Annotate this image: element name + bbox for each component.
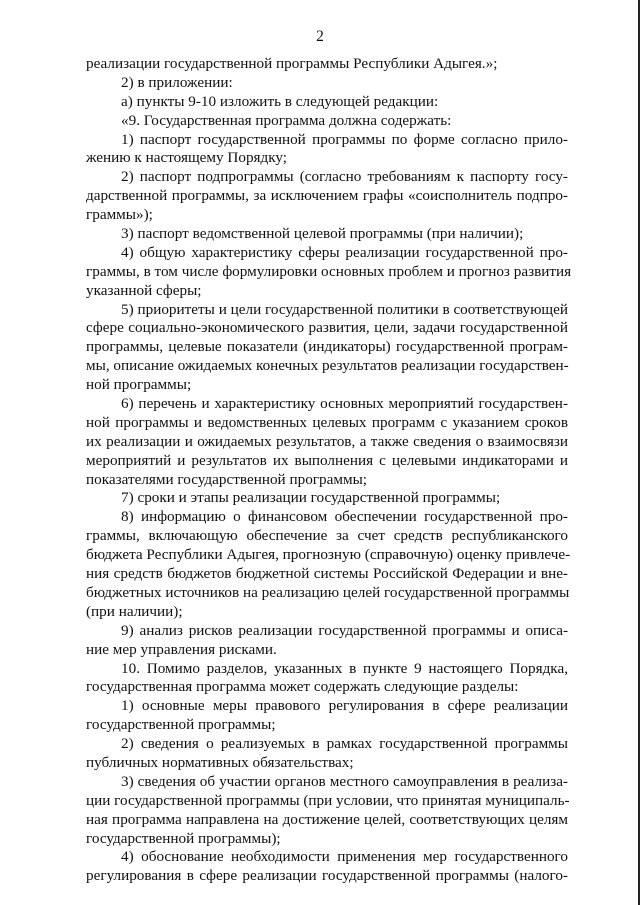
- text-line: «9. Государственная программа должна содержать:: [121, 111, 452, 129]
- text-line: государственной программы;: [86, 716, 276, 734]
- text-line: 4) общую характеристику сферы реализации государственной про-: [121, 243, 568, 261]
- text-line: бюджетных источников на реализацию целей государственной программы: [86, 583, 570, 601]
- text-line: граммы»);: [86, 206, 153, 224]
- text-line: 7) сроки и этапы реализации государственной программы;: [121, 489, 501, 507]
- text-line: 4) обоснование необходимости применения мер государственного: [121, 848, 568, 866]
- text-line: 8) информацию о финансовом обеспечении государственной про-: [121, 508, 568, 526]
- text-line: граммы, в том числе формулировки основных проблем и прогноз развития: [86, 262, 572, 280]
- text-line: дарственной программы, за исключением графы «соисполнитель подпро-: [86, 187, 568, 205]
- text-line: публичных нормативных обязательствах;: [86, 753, 354, 771]
- text-line: указанной сферы;: [86, 281, 202, 299]
- document-body: [86, 55, 572, 886]
- text-line: регулирования в сфере реализации государственной программы (налого-: [86, 867, 568, 885]
- text-line: бюджета Республики Адыгея, прогнозную (справочную) оценку привлече-: [86, 546, 571, 564]
- text-line: государственная программа может содержать следующие разделы:: [86, 678, 519, 696]
- text-line: ной программы и ведомственных целевых программ с указанием сроков: [86, 413, 568, 431]
- text-line: показателями государственной программы;: [86, 470, 367, 488]
- page-number: 2: [316, 28, 324, 45]
- text-line: мы, описание ожидаемых конечных результатов реализации государствен-: [86, 357, 569, 375]
- text-line: 6) перечень и характеристику основных мероприятий государствен-: [121, 395, 568, 413]
- text-line: 9) анализ рисков реализации государственной программы и описа-: [121, 621, 568, 639]
- text-line: мероприятий и результатов их выполнения с целевыми индикаторами и: [86, 451, 568, 469]
- text-line: жению к настоящему Порядку;: [86, 149, 288, 167]
- text-line: 2) сведения о реализуемых в рамках государственной программы: [121, 735, 568, 753]
- text-line: 10. Помимо разделов, указанных в пункте 9 настоящего Порядка,: [121, 659, 568, 677]
- text-line: 1) основные меры правового регулирования в сфере реализации: [121, 697, 568, 715]
- text-line: (при наличии);: [86, 602, 183, 620]
- text-line: их реализации и ожидаемых результатов, а также сведения о взаимосвязи: [86, 432, 568, 450]
- text-line: 3) паспорт ведомственной целевой программы (при наличии);: [121, 225, 524, 243]
- text-line: ции государственной программы (при условии, что принятая муниципаль-: [86, 791, 570, 809]
- text-line: ния средств бюджетов бюджетной системы Российской Федерации и вне-: [86, 565, 568, 583]
- text-line: 3) сведения об участии органов местного самоуправления в реализа-: [121, 772, 568, 790]
- text-line: граммы, включающую обеспечение за счет средств республиканского: [86, 527, 568, 545]
- text-line: 2) паспорт подпрограммы (согласно требованиям к паспорту госу-: [121, 168, 568, 186]
- text-line: ная программа направлена на достижение целей, соответствующих целям: [86, 810, 568, 828]
- text-line: 2) в приложении:: [121, 73, 233, 91]
- text-line: программы, целевые показатели (индикаторы) государственной програм-: [86, 338, 568, 356]
- text-line: государственной программы);: [86, 829, 281, 847]
- text-line: ние мер управления рисками.: [86, 640, 277, 658]
- text-line: сфере социально-экономического развития, цели, задачи государственной: [86, 319, 568, 337]
- text-line: ной программы;: [86, 376, 192, 394]
- text-line: 1) паспорт государственной программы по форме согласно прило-: [121, 130, 568, 148]
- text-line: 5) приоритеты и цели государственной политики в соответствующей: [121, 300, 568, 318]
- text-line: реализации государственной программы Республики Адыгея.»;: [86, 55, 498, 72]
- text-line: а) пункты 9-10 изложить в следующей редакции:: [121, 92, 439, 110]
